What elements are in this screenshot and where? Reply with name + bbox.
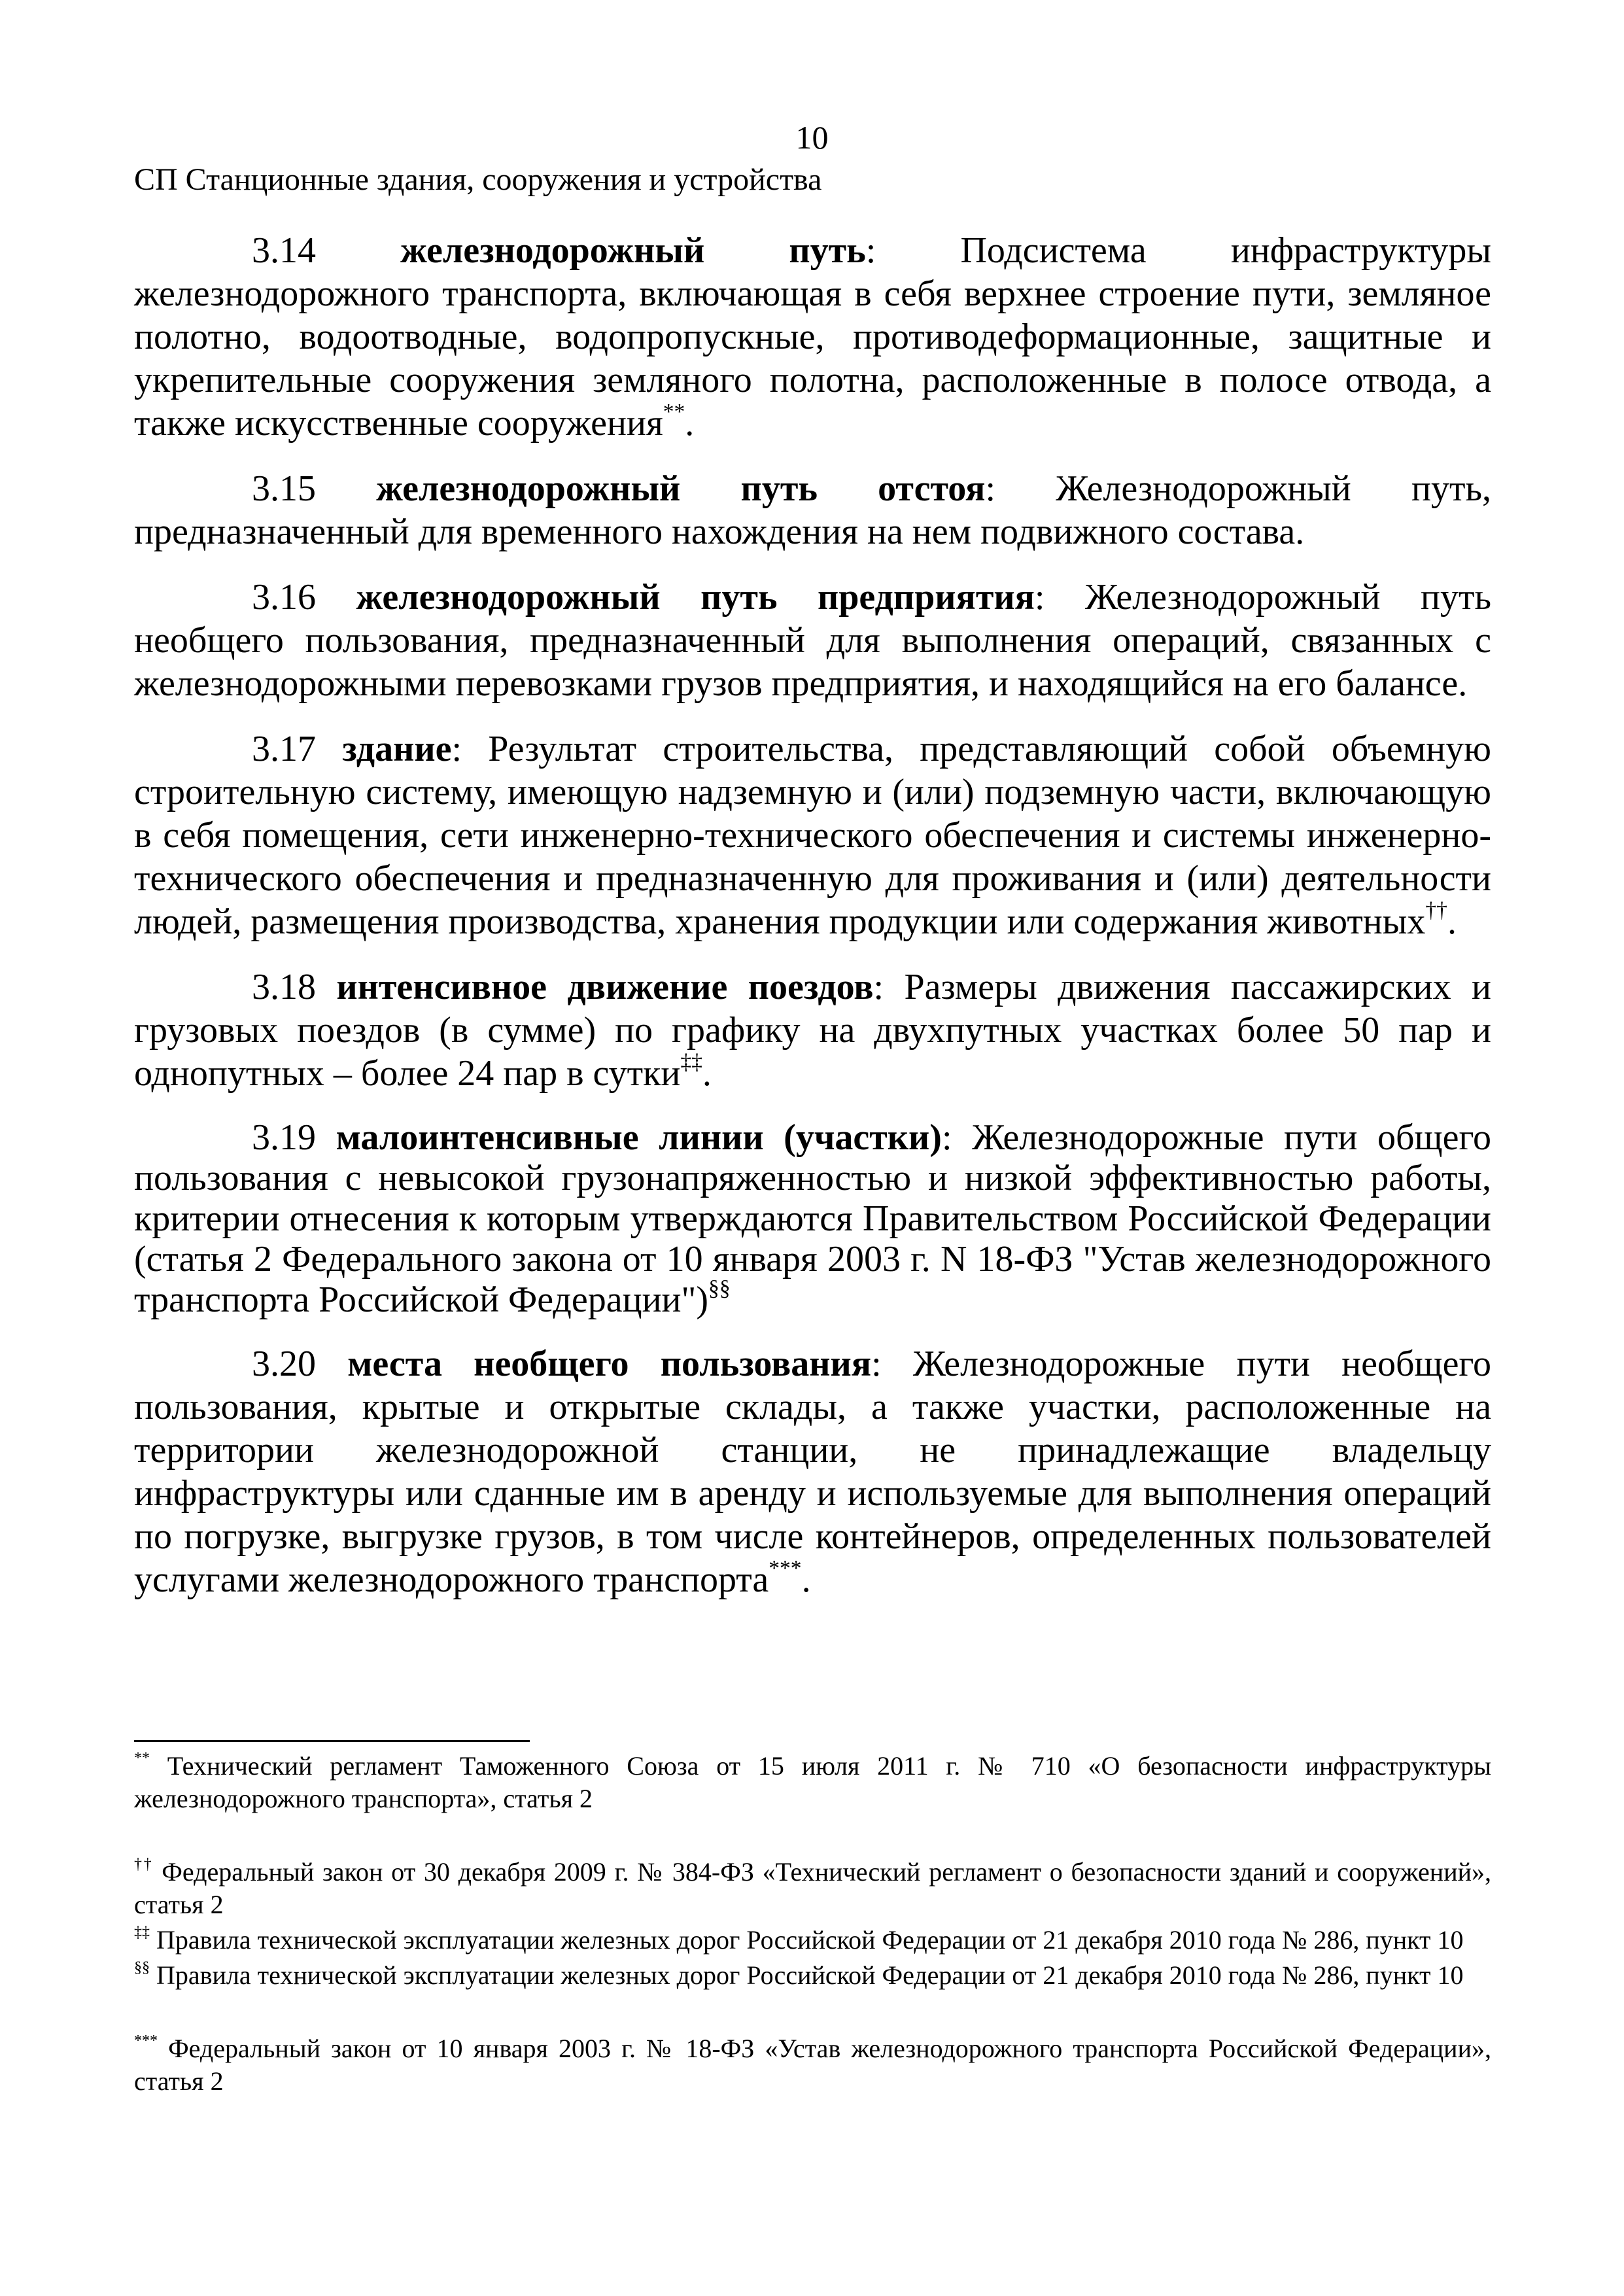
definition-text: : Железнодорожные пути необщего пользования, крытые и открытые склады, а также участки, расположенные на территории железнодорожной станции, не принадлежащие владельцу инфраструктуры или сданные им в аренду и используемые для выполнения операций по погрузке, выгрузке грузов, в том числе контейнеров, определенных пользователей услугами железнодорожного транспорта (134, 1344, 1491, 1600)
definition-3-16 (134, 576, 1491, 705)
footnote-mark: *** (134, 2032, 158, 2049)
page-number: 10 (795, 119, 829, 156)
footnotes (134, 1750, 1491, 2098)
definition-end: . (702, 1053, 712, 1094)
footnote-ref: *** (769, 1556, 802, 1580)
footnote-text: Правила технической эксплуатации железных дорог Российской Федерации от 21 декабря 2010 года № 286, пункт 10 (150, 1960, 1464, 1990)
footnote-text: Федеральный закон от 30 декабря 2009 г. № 384-ФЗ «Технический регламент о безопасности зданий и сооружений», статья 2 (134, 1857, 1492, 1919)
footnote-item (134, 2032, 1491, 2098)
definition-end: . (801, 1559, 811, 1600)
document-header: СП Станционные здания, сооружения и устройства (134, 162, 822, 197)
footnote-text: Технический регламент Таможенного Союза от 15 июля 2011 г. № 710 «О безопасности инфраструктуры железнодорожного транспорта», статья 2 (134, 1751, 1491, 1813)
clause-number: 3.17 (252, 729, 316, 769)
footnote-mark: ** (134, 1750, 150, 1767)
defined-term: здание (342, 729, 452, 769)
footnote-mark: †† (134, 1856, 154, 1873)
definition-3-14 (134, 229, 1491, 445)
definition-end: . (1447, 901, 1457, 942)
defined-term: железнодорожный путь (400, 230, 866, 271)
clause-number: 3.19 (252, 1117, 316, 1158)
footnote-ref: ** (663, 399, 685, 424)
defined-term: железнодорожный путь отстоя (376, 468, 986, 509)
defined-term: железнодорожный путь предприятия (356, 577, 1035, 617)
definition-3-20 (134, 1342, 1491, 1601)
footnote-item (134, 1750, 1491, 1815)
document-body (134, 229, 1491, 1624)
definition-3-17 (134, 727, 1491, 943)
definition-end: . (685, 403, 695, 444)
footnote-mark: §§ (134, 1959, 150, 1976)
definition-text: : Железнодорожные пути общего пользования с невысокой грузонапряженностью и низкой эффективностью работы, критерии отнесения к которым утверждаются Правительством Российской Федерации (статья 2 Федерального закона от 10 января 2003 г. N 18-ФЗ "Устав железнодорожного транспорта Российской Федерации") (134, 1117, 1492, 1320)
definition-text: : Результат строительства, представляющий собой объемную строительную систему, имеющую надземную и (или) подземную части, включающую в себя помещения, сети инженерно-технического обеспечения и системы инженерно-технического обеспечения и предназначенную для проживания и (или) деятельности людей, размещения производства, хранения продукции или содержания животных (134, 729, 1491, 942)
footnote-ref: †† (1425, 897, 1447, 922)
clause-number: 3.16 (252, 577, 316, 617)
footnote-text: Правила технической эксплуатации железных дорог Российской Федерации от 21 декабря 2010 года № 286, пункт 10 (150, 1925, 1464, 1955)
footnote-item (134, 1959, 1491, 1992)
clause-number: 3.15 (252, 468, 316, 509)
clause-number: 3.14 (252, 230, 316, 271)
definition-3-15 (134, 467, 1491, 553)
definition-3-19 (134, 1117, 1491, 1320)
footnote-ref: ‡‡ (680, 1049, 702, 1074)
defined-term: места необщего пользования (347, 1344, 872, 1384)
footnote-mark: ‡‡ (134, 1924, 150, 1941)
defined-term: интенсивное движение поездов (336, 967, 874, 1007)
definition-text: : Подсистема инфраструктуры железнодорожного транспорта, включающая в себя верхнее строение пути, земляное полотно, водоотводные, водопропускные, противодеформационные, защитные и укрепительные сооружения земляного полотна, расположенные в полосе отвода, а также искусственные сооружения (134, 230, 1491, 444)
footnote-ref: §§ (708, 1276, 731, 1300)
defined-term: малоинтенсивные линии (участки) (336, 1117, 942, 1158)
definition-text: : Железнодорожный путь, предназначенный для временного нахождения на нем подвижного состава. (134, 468, 1491, 552)
footnote-text: Федеральный закон от 10 января 2003 г. № 18-ФЗ «Устав железнодорожного транспорта Российской Федерации», статья 2 (134, 2034, 1491, 2096)
definition-text: : Размеры движения пассажирских и грузовых поездов (в сумме) по графику на двухпутных участках более 50 пар и однопутных – более 24 пар в сутки (134, 967, 1491, 1094)
definition-3-18 (134, 965, 1491, 1095)
clause-number: 3.18 (252, 967, 316, 1007)
footnote-separator (134, 1740, 530, 1742)
footnote-item (134, 1924, 1491, 1957)
definition-text: : Железнодорожный путь необщего пользования, предназначенный для выполнения операций, связанных с железнодорожными перевозками грузов предприятия, и находящийся на его балансе. (134, 577, 1491, 704)
clause-number: 3.20 (252, 1344, 316, 1384)
footnote-item (134, 1856, 1491, 1921)
